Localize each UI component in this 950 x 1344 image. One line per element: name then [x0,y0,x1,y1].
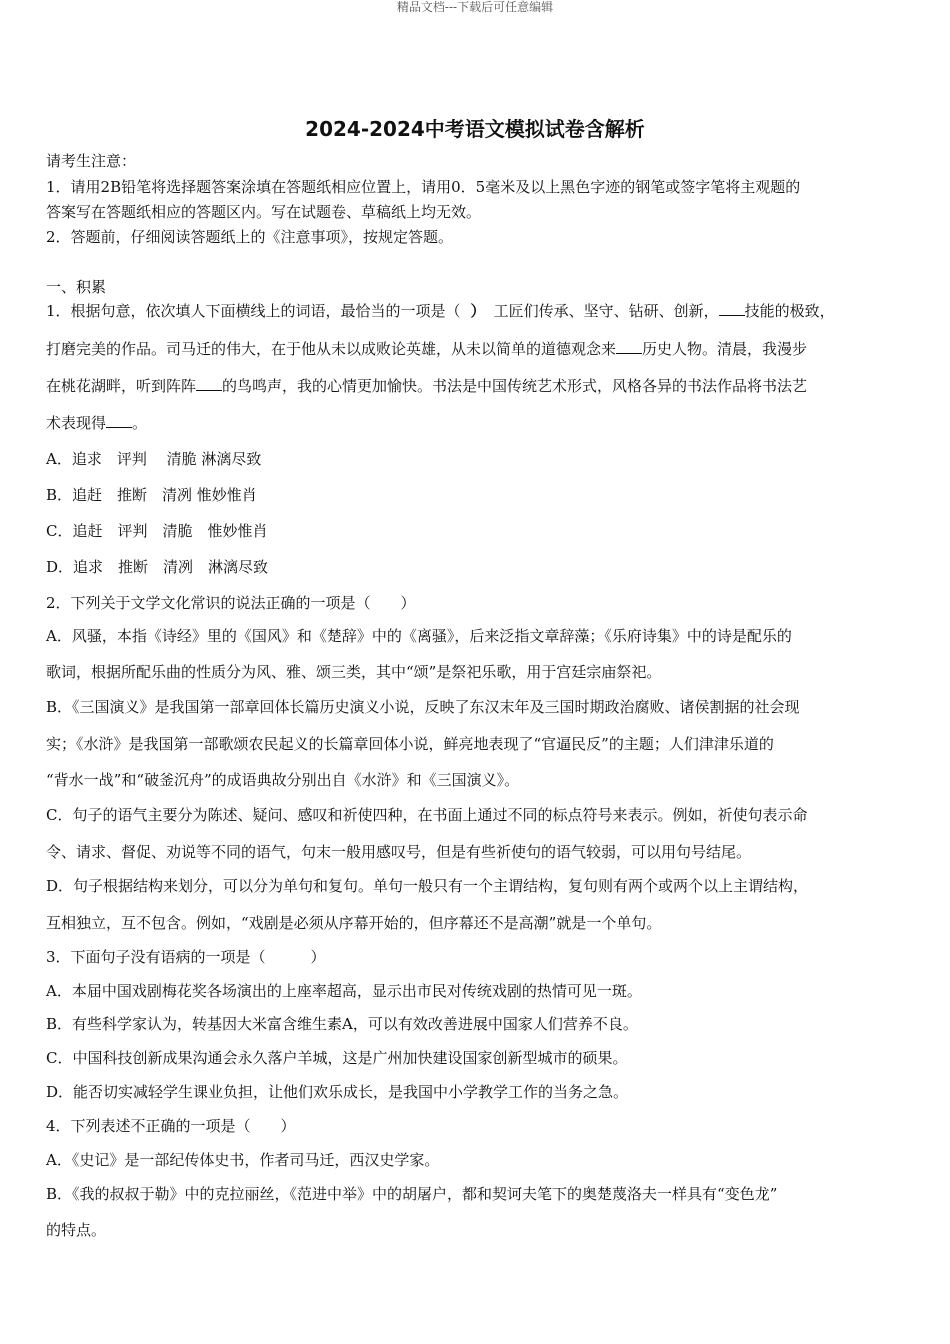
q1-text: 打磨完美的作品。司马迁的伟大，在于他从未以成败论英雄，从未以简单的道德观念来 [46,340,617,358]
q4-option-b-line-1: B．《我的叔叔于勒》中的克拉丽丝，《范进中举》中的胡屠户，都和契诃夫笔下的奥楚蔑洛夫一样具有“变色龙” [46,1185,778,1203]
q2-option-a-line-2: 歌词，根据所配乐曲的性质分为风、雅、颂三类，其中“颂”是祭祀乐歌，用于宫廷宗庙祭祀。 [46,663,662,681]
q1-line-3 [46,376,807,396]
answer-blank [616,339,642,354]
q2-option-b-line-2: 实；《水浒》是我国第一部歌颂农民起义的长篇章回体小说，鲜亮地表现了“官逼民反”的主题；人们津津乐道的 [46,735,774,753]
q2-option-c-line-1: C．句子的语气主要分为陈述、疑问、感叹和祈使四种，在书面上通过不同的标点符号来表示。例如，祈使句表示命 [46,806,808,824]
q1-line-2 [46,339,807,359]
answer-blank [196,376,222,391]
q2-option-c-line-2: 令、请求、督促、劝说等不同的语气，句末一般用感叹号，但是有些祈使句的语气较弱，可以用句号结尾。 [46,843,752,861]
answer-blank [106,413,132,428]
q1-text: 的鸟鸣声，我的心情更加愉快。书法是中国传统艺术形式，风格各异的书法作品将书法艺 [222,377,808,395]
q4-option-b-line-2: 的特点。 [46,1221,107,1239]
page-title: 2024-2024中考语文模拟试卷含解析 [305,117,645,141]
q2-option-b-line-1: B．《三国演义》是我国第一部章回体长篇历史演义小说，反映了东汉末年及三国时期政治腐败、诸侯割据的社会现 [46,698,800,716]
q2-option-d-line-2: 互相独立，互不包含。例如，“戏剧是必须从序幕开始的，但序幕还不是高潮”就是一个单句。 [46,914,662,932]
section-heading: 一、积累 [46,278,107,296]
notice-line-1: 1．请用2B铅笔将选择题答案涂填在答题纸相应位置上，请用0．5毫米及以上黑色字迹的钢笔或签字笔将主观题的 [46,178,801,196]
q1-text: 历史人物。清晨，我漫步 [642,340,808,358]
q3-option-b: B．有些科学家认为，转基因大米富含维生素A，可以有效改善进展中国家人们营养不良。 [46,1015,638,1033]
q1-option-d: D．追求 推断 清冽 淋漓尽致 [46,558,269,576]
q1-paren: ） [470,302,486,320]
q1-option-b: B．追赶 推断 清冽 惟妙惟肖 [46,486,257,504]
q1-line-1 [46,301,835,321]
q2-option-d-line-1: D．句子根据结构来划分，可以分为单句和复句。单句一般只有一个主谓结构，复句则有两个或两个以上主谓结构， [46,877,809,895]
notice-heading: 请考生注意： [46,152,137,170]
notice-line-2: 答案写在答题纸相应的答题区内。写在试题卷、草稿纸上均无效。 [46,203,482,221]
q1-text: 。 [132,414,148,432]
q1-line-4 [46,413,147,433]
q4-stem: 4．下列表述不正确的一项是（ ） [46,1117,296,1135]
q2-option-b-line-3: “背水一战”和“破釜沉舟”的成语典故分别出自《水浒》和《三国演义》。 [46,771,520,789]
q3-option-a: A．本届中国戏剧梅花奖各场演出的上座率超高，显示出市民对传统戏剧的热情可见一斑。 [46,982,642,1000]
notice-line-3: 2．答题前，仔细阅读答题纸上的《注意事项》，按规定答题。 [46,228,454,246]
q1-text: 技能的极致， [744,302,835,320]
q1-option-c: C．追赶 评判 清脆 惟妙惟肖 [46,522,268,540]
q1-text: 1．根据句意，依次填人下面横线上的词语，最恰当的一项是（ [46,302,461,320]
q2-stem: 2．下列关于文学文化常识的说法正确的一项是（ ） [46,594,416,612]
q3-option-c: C．中国科技创新成果沟通会永久落户羊城，这是广州加快建设国家创新型城市的硕果。 [46,1049,628,1067]
q3-option-d: D．能否切实减轻学生课业负担，让他们欢乐成长，是我国中小学教学工作的当务之急。 [46,1083,629,1101]
answer-blank [719,301,745,316]
page-header: 精品文档---下载后可任意编辑 [396,0,554,14]
q1-text: 术表现得 [46,414,107,432]
q1-option-a: A．追求 评判 清脆 淋漓尽致 [46,450,262,468]
q3-stem: 3．下面句子没有语病的一项是（ ） [46,948,326,966]
q4-option-a: A．《史记》是一部纪传体史书，作者司马迁，西汉史学家。 [46,1151,440,1169]
q2-option-a-line-1: A．风骚，本指《诗经》里的《国风》和《楚辞》中的《离骚》，后来泛指文章辞藻；《乐府诗集》中的诗是配乐的 [46,627,792,645]
q1-text: 在桃花湖畔，听到阵阵 [46,377,197,395]
q1-text: 工匠们传承、坚守、钻研、创新， [493,302,719,320]
